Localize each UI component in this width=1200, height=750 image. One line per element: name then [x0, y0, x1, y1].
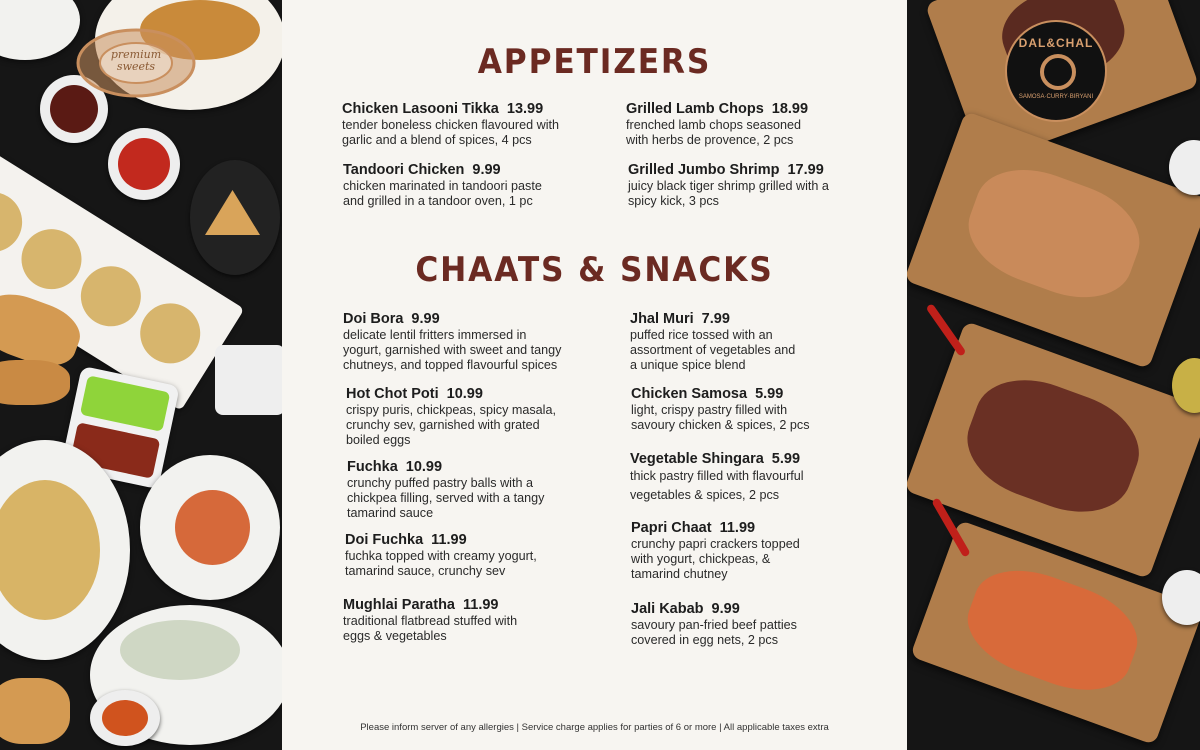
item-price: 9.99 [411, 311, 440, 327]
item-description: chutneys, and topped flavourful spices [343, 358, 558, 372]
item-description: tamarind sauce, crunchy sev [345, 564, 506, 578]
item-name: Vegetable Shingara [630, 451, 764, 467]
plate-image [140, 455, 280, 600]
item-description: with yogurt, chickpeas, & [631, 552, 771, 566]
item-description: savoury chicken & spices, 2 pcs [631, 418, 810, 432]
section-title-appetizers: APPETIZERS [477, 42, 712, 82]
food-photo-left [0, 0, 282, 750]
item-description: light, crispy pastry filled with [631, 403, 788, 417]
item-price: 13.99 [506, 101, 544, 117]
menu-item [630, 311, 890, 373]
item-description: tamarind sauce [347, 506, 434, 520]
item-description: crunchy papri crackers topped [631, 537, 800, 551]
item-name: Chicken Samosa [631, 386, 748, 402]
item-description: boiled eggs [346, 433, 411, 447]
section-title-chaats-snacks: CHAATS & SNACKS [415, 250, 774, 290]
plate-image [0, 0, 80, 60]
item-description: puffed rice tossed with an [630, 328, 773, 342]
menu-item [628, 162, 898, 209]
menu-item [342, 101, 602, 148]
menu-page [282, 0, 907, 750]
item-description: a unique spice blend [630, 358, 746, 372]
item-description: frenched lamb chops seasoned [626, 118, 802, 132]
dal-chal-logo [1005, 20, 1107, 122]
item-description: fuchka topped with creamy yogurt, [345, 549, 537, 563]
item-price: 17.99 [787, 162, 824, 178]
item-description: crunchy puffed pastry balls with a [347, 476, 533, 490]
item-description: tender boneless chicken flavoured with [342, 118, 560, 132]
item-description: and grilled in a tandoor oven, 1 pc [343, 194, 533, 208]
item-name: Fuchka [347, 459, 398, 475]
item-name: Mughlai Paratha [343, 597, 455, 613]
item-name: Hot Chot Poti [346, 386, 439, 402]
menu-item [631, 601, 891, 648]
item-description: thick pastry filled with flavourful [630, 469, 804, 483]
item-description: crispy puris, chickpeas, spicy masala, [346, 403, 556, 417]
dip-image [215, 345, 282, 415]
footer-note: Please inform server of any allergies | Service charge applies for parties of 6 or more | All applicable taxes extra [360, 722, 829, 733]
item-name: Grilled Lamb Chops [626, 101, 764, 117]
menu-item [345, 532, 605, 579]
dal-chal-logo-tagline: SAMOSA·CURRY·BIRYANI [1018, 94, 1094, 100]
item-price: 18.99 [771, 101, 809, 117]
item-price: 11.99 [719, 520, 756, 536]
sauce-bowl-image [90, 690, 160, 746]
item-name: Jhal Muri [630, 311, 694, 327]
item-name: Doi Bora [343, 311, 404, 327]
samosa-image [0, 360, 70, 405]
item-description: eggs & vegetables [343, 629, 447, 643]
item-price: 5.99 [755, 386, 784, 402]
menu-item [631, 386, 891, 433]
item-description: assortment of vegetables and [630, 343, 796, 357]
item-description: chickpea filling, served with a tangy [347, 491, 545, 505]
sauce-bowl-image [108, 128, 180, 200]
item-description: delicate lentil fritters immersed in [343, 328, 527, 342]
samosa-plate-image [190, 160, 280, 275]
dal-chal-logo-name: DAL&CHAL [1018, 36, 1094, 50]
item-price: 9.99 [472, 162, 501, 178]
item-description: traditional flatbread stuffed with [343, 614, 518, 628]
menu-item [343, 311, 603, 373]
item-price: 10.99 [405, 459, 443, 475]
chili-image [926, 303, 967, 357]
item-description: covered in egg nets, 2 pcs [631, 633, 779, 647]
item-price: 11.99 [431, 532, 467, 548]
item-price: 7.99 [701, 311, 730, 327]
samosa-image [0, 678, 70, 744]
menu-item [343, 597, 603, 644]
item-description: crunchy sev, garnished with grated [346, 418, 540, 432]
item-name: Jali Kabab [631, 601, 704, 617]
item-description: yogurt, garnished with sweet and tangy [343, 343, 562, 357]
menu-item [343, 162, 603, 209]
menu-item [347, 459, 607, 521]
item-description: with herbs de provence, 2 pcs [626, 133, 794, 147]
menu-item [630, 451, 890, 505]
item-description: tamarind chutney [631, 567, 728, 581]
item-description: vegetables & spices, 2 pcs [630, 488, 780, 502]
premium-sweets-logo-text: premium sweets [110, 48, 162, 73]
item-name: Tandoori Chicken [343, 162, 465, 178]
item-name: Papri Chaat [631, 520, 712, 536]
menu-item [631, 520, 891, 582]
item-description: garlic and a blend of spices, 4 pcs [342, 133, 532, 147]
item-price: 11.99 [463, 597, 499, 613]
item-name: Grilled Jumbo Shrimp [628, 162, 780, 178]
menu-item [626, 101, 886, 148]
item-name: Chicken Lasooni Tikka [342, 101, 499, 117]
item-price: 10.99 [446, 386, 483, 402]
item-description: savoury pan-fried beef patties [631, 618, 797, 632]
item-price: 9.99 [711, 601, 740, 617]
item-description: chicken marinated in tandoori paste [343, 179, 542, 193]
item-description: juicy black tiger shrimp grilled with a [628, 179, 829, 193]
item-description: spicy kick, 3 pcs [628, 194, 719, 208]
item-price: 5.99 [771, 451, 801, 467]
menu-item [346, 386, 606, 448]
knot-icon [1040, 54, 1076, 90]
item-name: Doi Fuchka [345, 532, 424, 548]
premium-sweets-logo [75, 27, 197, 99]
